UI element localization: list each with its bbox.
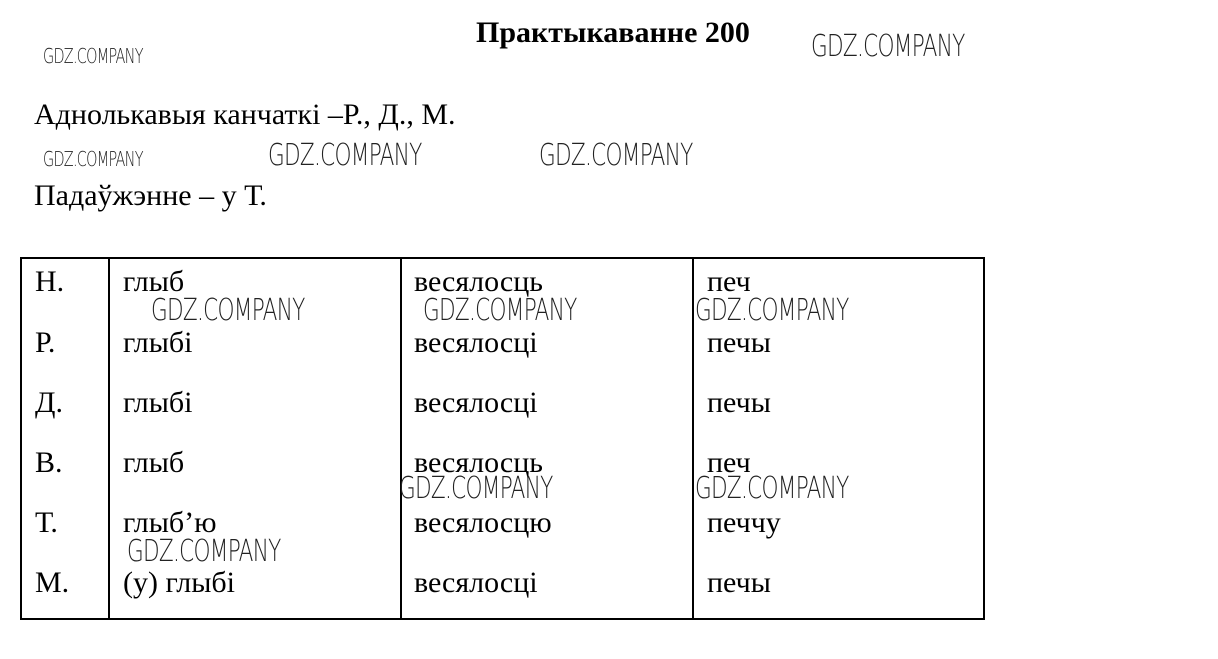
table-cell: весялосці [414,326,538,359]
watermark: GDZ.COMPANY [43,147,143,171]
case-label: М. [35,566,70,599]
table-cell: весялосць [414,446,543,479]
table-cell: весялосці [414,386,538,419]
table-cell: весялосці [414,566,538,599]
table-cell: печчу [707,506,781,539]
watermark: GDZ.COMPANY [695,471,849,506]
table-cell: глыбі [123,326,193,359]
table-cell: глыбі [123,386,193,419]
table-cell: весялосцю [414,506,552,539]
watermark: GDZ.COMPANY [151,293,305,328]
case-label: Д. [35,386,63,419]
watermark: GDZ.COMPANY [695,293,849,328]
watermark: GDZ.COMPANY [811,29,965,64]
watermark: GDZ.COMPANY [399,471,553,506]
case-label: Т. [35,506,58,539]
case-label: Р. [35,326,56,359]
column-divider [400,259,402,618]
column-divider [108,259,110,618]
column-divider [692,259,694,618]
table-cell: глыб’ю [123,506,217,539]
watermark: GDZ.COMPANY [423,293,577,328]
case-label: Н. [35,265,65,298]
exercise-title: Практыкаванне 200 [476,16,750,49]
watermark: GDZ.COMPANY [127,534,281,569]
watermark: GDZ.COMPANY [539,138,693,173]
watermark: GDZ.COMPANY [268,138,422,173]
table-cell: печ [707,446,751,479]
table-cell: печы [707,566,771,599]
table-cell: печы [707,386,771,419]
table-cell: глыб [123,446,185,479]
same-endings-text: Аднолькавыя канчаткі –Р., Д., М. [34,98,456,131]
table-cell: (у) глыбі [123,566,235,599]
lengthening-text: Падаўжэнне – у Т. [34,179,267,212]
watermark: GDZ.COMPANY [43,44,143,68]
table-cell: глыб [123,265,185,298]
case-label: В. [35,446,63,479]
table-cell: весялосць [414,265,543,298]
table-cell: печы [707,326,771,359]
table-cell: печ [707,265,751,298]
